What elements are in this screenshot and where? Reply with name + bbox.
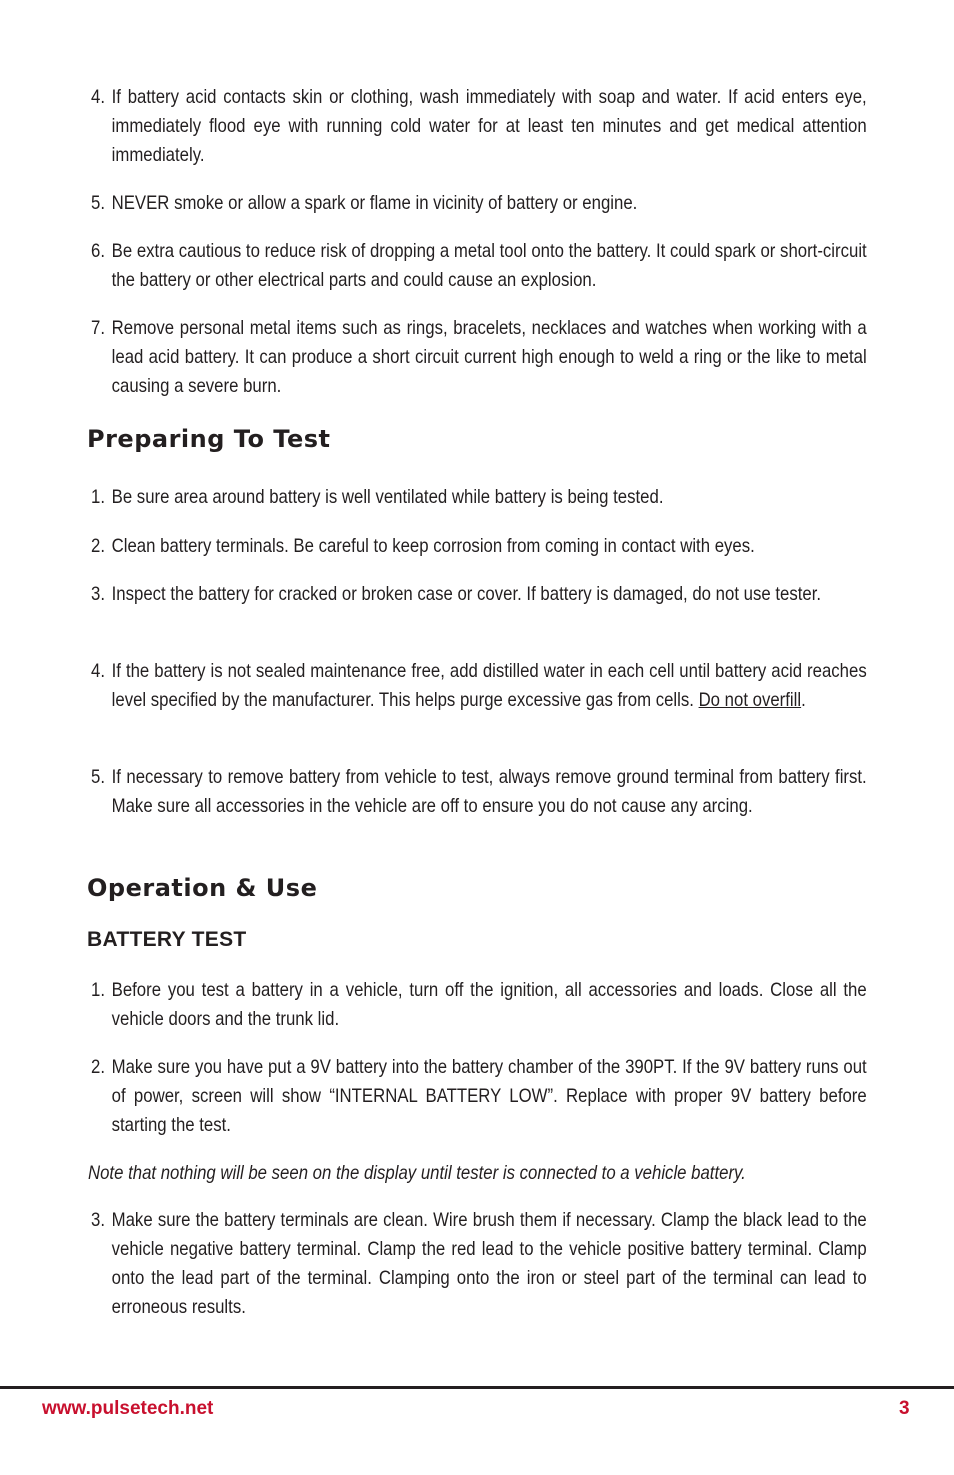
item-text: Make sure you have put a 9V battery into the battery chamber of the 390PT. If the 9V battery runs out of power, screen will show “INTERNAL BATTERY LOW”. Replace with proper 9V battery before starting the test. <box>111 1056 867 1136</box>
item-number: 1. <box>91 486 105 508</box>
preparing-item-4 <box>91 657 867 715</box>
page-number: 3 <box>899 1398 910 1419</box>
item-text: NEVER smoke or allow a spark or flame in vicinity of battery or engine. <box>111 192 638 214</box>
item-number: 1. <box>91 979 105 1001</box>
section-heading-operation: Operation & Use <box>87 874 318 902</box>
safety-item-4 <box>91 83 867 170</box>
operation-item-3 <box>91 1206 867 1322</box>
item-number: 2. <box>91 535 105 557</box>
operation-item-2 <box>91 1053 867 1140</box>
item-text: If necessary to remove battery from vehicle to test, always remove ground terminal from battery first. Make sure all accessories in the vehicle are off to ensure you do not cause any arcing. <box>111 766 867 817</box>
item-text: Make sure the battery terminals are clean. Wire brush them if necessary. Clamp the black lead to the vehicle negative battery terminal. Clamp the red lead to the vehicle positive battery terminal. Clamp onto the lead part of the terminal. Clamping onto the iron or steel part of the terminal can lead to erroneous results. <box>111 1209 867 1318</box>
item-text-end: . <box>801 689 806 711</box>
item-text: Clean battery terminals. Be careful to keep corrosion from coming in contact with eyes. <box>111 535 755 557</box>
operation-item-1 <box>91 976 867 1034</box>
item-number: 6. <box>91 240 105 262</box>
item-text: If battery acid contacts skin or clothing, wash immediately with soap and water. If acid enters eye, immediately flood eye with running cold water for at least ten minutes and get medical attention immediately. <box>111 86 867 166</box>
preparing-item-1 <box>91 483 867 512</box>
item-text-main: If the battery is not sealed maintenance free, add distilled water in each cell until battery acid reaches level specified by the manufacturer. This helps purge excessive gas from cells. <box>111 660 867 711</box>
safety-item-5 <box>91 189 867 218</box>
preparing-item-3 <box>91 580 867 609</box>
safety-item-6 <box>91 237 867 295</box>
item-number: 4. <box>91 660 105 682</box>
item-text: Inspect the battery for cracked or broken case or cover. If battery is damaged, do not use tester. <box>111 583 822 605</box>
subheading-battery-test: BATTERY TEST <box>87 928 247 951</box>
footer-divider <box>0 1386 954 1389</box>
footer-website-link[interactable]: www.pulsetech.net <box>42 1398 214 1419</box>
safety-item-7 <box>91 314 867 401</box>
item-text: Be extra cautious to reduce risk of dropping a metal tool onto the battery. It could spark or short-circuit the battery or other electrical parts and could cause an explosion. <box>111 240 867 291</box>
item-number: 3. <box>91 1209 105 1231</box>
item-number: 3. <box>91 583 105 605</box>
section-heading-preparing: Preparing To Test <box>87 425 331 453</box>
item-text: Remove personal metal items such as rings, bracelets, necklaces and watches when working with a lead acid battery. It can produce a short circuit current high enough to weld a ring or the like to metal causing a severe burn. <box>111 317 867 397</box>
preparing-item-5 <box>91 763 867 821</box>
item-number: 7. <box>91 317 105 339</box>
item-text: Before you test a battery in a vehicle, turn off the ignition, all accessories and loads. Close all the vehicle doors and the trunk lid. <box>111 979 867 1030</box>
item-text: Be sure area around battery is well ventilated while battery is being tested. <box>111 486 664 508</box>
item-text <box>112 657 867 715</box>
display-note: Note that nothing will be seen on the display until tester is connected to a vehicle battery. <box>88 1162 746 1184</box>
item-number: 5. <box>91 192 105 214</box>
do-not-overfill-warning: Do not overfill <box>698 689 802 711</box>
item-number: 5. <box>91 766 105 788</box>
preparing-item-2 <box>91 532 867 561</box>
item-number: 4. <box>91 86 105 108</box>
item-number: 2. <box>91 1056 105 1078</box>
